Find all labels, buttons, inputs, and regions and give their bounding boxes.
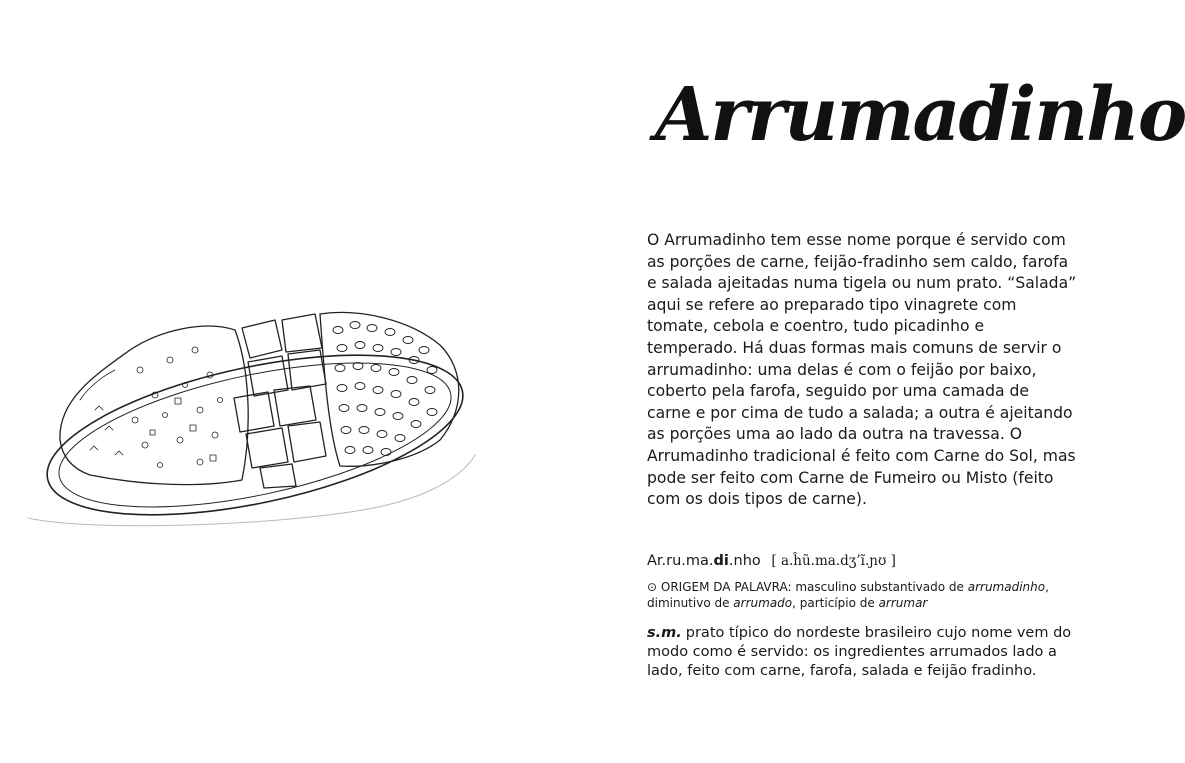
origin-term: arrumadinho — [967, 580, 1046, 594]
description-paragraph: O Arrumadinho tem esse nome porque é servido com as porções de carne, feijão-fradinho sem caldo, farofa e salada ajeitadas numa tigela ou num prato. “Salada” aqui se refere ao preparado tipo vinagrete com tomate, cebola e coentro, tudo picadinho e temperado. Há duas formas mais comuns de servir o arrumadinho: uma delas é com o feijão por baixo, coberto pela farofa, seguido por uma camada de carne e por cima de tudo a salada; a outra é ajeitando as porções uma ao lado da outra na travessa. O Arrumadinho tradicional é feito com Carne do Sol, mas pode ser feito com Carne de Fumeiro ou Misto (feito com os dois tipos de carne). — [647, 231, 1077, 509]
grammatical-class: s.m. — [647, 625, 682, 641]
origin-text: , particípio de — [792, 596, 879, 610]
syllable-pre: Ar.ru.ma. — [647, 553, 714, 569]
phonetic-transcription: [ a.ĥũ.ma.dʒ’ĩ.ɲʊ ] — [771, 553, 896, 569]
farofa — [60, 326, 248, 485]
arrumadinho-plate-illustration — [20, 290, 490, 540]
origin-label: ORIGEM DA PALAVRA: — [660, 580, 792, 594]
syllable-post: .nho — [728, 553, 761, 569]
word-origin — [647, 579, 1077, 611]
definition-text: prato típico do nordeste brasileiro cujo nome vem do modo como é servido: os ingredientes arrumados lado a lado, feito com carne, farofa, salada e feijão fradinho. — [647, 625, 1072, 679]
stressed-syllable: di — [713, 553, 729, 569]
origin-text: , diminutivo de — [647, 580, 1049, 610]
syllabic-division — [647, 553, 1087, 569]
origin-icon: ⊙ — [647, 580, 658, 594]
origin-term: arrumado — [733, 596, 793, 610]
definition — [647, 624, 1077, 681]
origin-term: arrumar — [878, 596, 928, 610]
origin-text: masculino substantivado de — [791, 580, 968, 594]
page-title: Arrumadinho — [655, 72, 1185, 158]
